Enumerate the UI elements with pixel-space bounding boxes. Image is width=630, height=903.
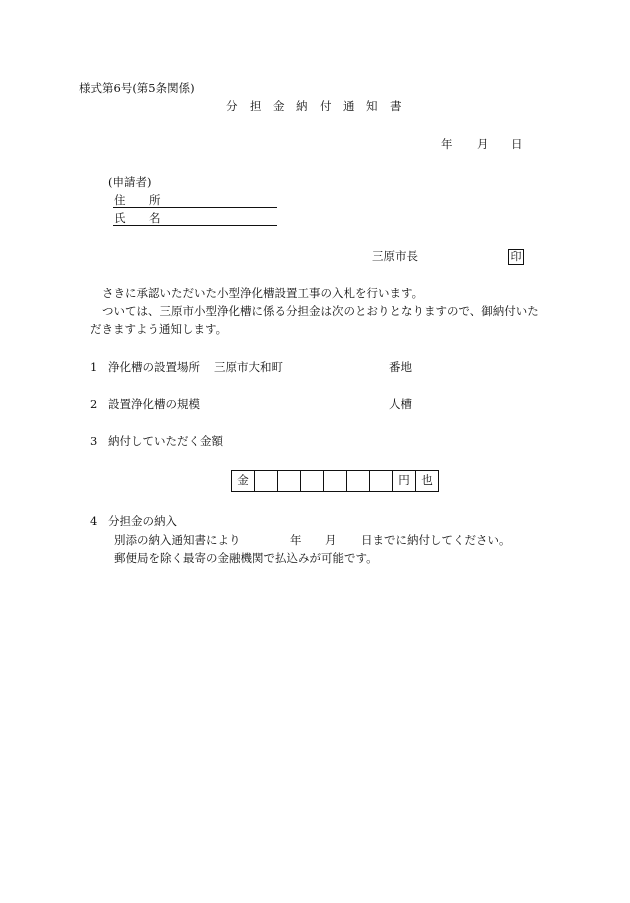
amount-digit-cell <box>347 471 370 492</box>
name-underline <box>113 225 277 226</box>
form-number: 様式第6号(第5条関係) <box>79 81 195 95</box>
amount-yen: 円 <box>393 471 416 492</box>
amount-digit-cell <box>301 471 324 492</box>
item-label: 納付していただく金額 <box>108 434 223 448</box>
item-label: 浄化槽の設置場所 <box>108 360 200 374</box>
body-line-3: だきますよう通知します。 <box>90 322 228 336</box>
payment-line-prefix: 別添の納入通知書により <box>114 533 241 547</box>
title-char: 知 <box>366 99 378 113</box>
name-label-char: 氏 <box>114 211 126 225</box>
title-char: 納 <box>296 99 308 113</box>
body-line-1: さきに承認いただいた小型浄化槽設置工事の入札を行います。 <box>102 286 424 300</box>
amount-table <box>231 470 439 492</box>
title-char: 担 <box>250 99 262 113</box>
amount-digit-cell <box>278 471 301 492</box>
address-suffix: 番地 <box>389 360 412 374</box>
item-number: 2 <box>90 397 98 411</box>
item-number: 3 <box>90 434 98 448</box>
address-underline <box>113 207 277 208</box>
title-char: 分 <box>226 99 238 113</box>
applicant-label: (申請者) <box>108 175 152 189</box>
title-char: 通 <box>343 99 355 113</box>
amount-digit-cell <box>324 471 347 492</box>
address-label-char: 住 <box>114 193 126 207</box>
amount-prefix: 金 <box>232 471 255 492</box>
date-month: 月 <box>477 137 489 151</box>
seal-mark: 印 <box>508 249 524 265</box>
title-char: 付 <box>320 99 332 113</box>
name-label-char: 名 <box>149 211 161 225</box>
payment-note: 郵便局を除く最寄の金融機関で払込みが可能です。 <box>114 551 378 565</box>
title-char: 書 <box>390 99 402 113</box>
amount-nari: 也 <box>416 471 439 492</box>
date-day: 日 <box>511 137 523 151</box>
amount-digit-cell <box>255 471 278 492</box>
address-label-char: 所 <box>149 193 161 207</box>
payment-year: 年 <box>290 533 302 547</box>
item-label: 設置浄化槽の規模 <box>108 397 200 411</box>
payment-line-suffix: 日までに納付してください。 <box>361 533 511 547</box>
capacity-suffix: 人槽 <box>389 397 412 411</box>
body-line-2: ついては、三原市小型浄化槽に係る分担金は次のとおりとなりますので、御納付いた <box>102 304 539 318</box>
issuer-title: 三原市長 <box>372 249 418 263</box>
date-year: 年 <box>441 137 453 151</box>
install-place: 三原市大和町 <box>214 360 283 374</box>
item-number: 1 <box>90 360 98 374</box>
item-number: 4 <box>90 514 98 528</box>
amount-digit-cell <box>370 471 393 492</box>
item-label: 分担金の納入 <box>108 514 177 528</box>
title-char: 金 <box>273 99 285 113</box>
payment-month: 月 <box>325 533 337 547</box>
